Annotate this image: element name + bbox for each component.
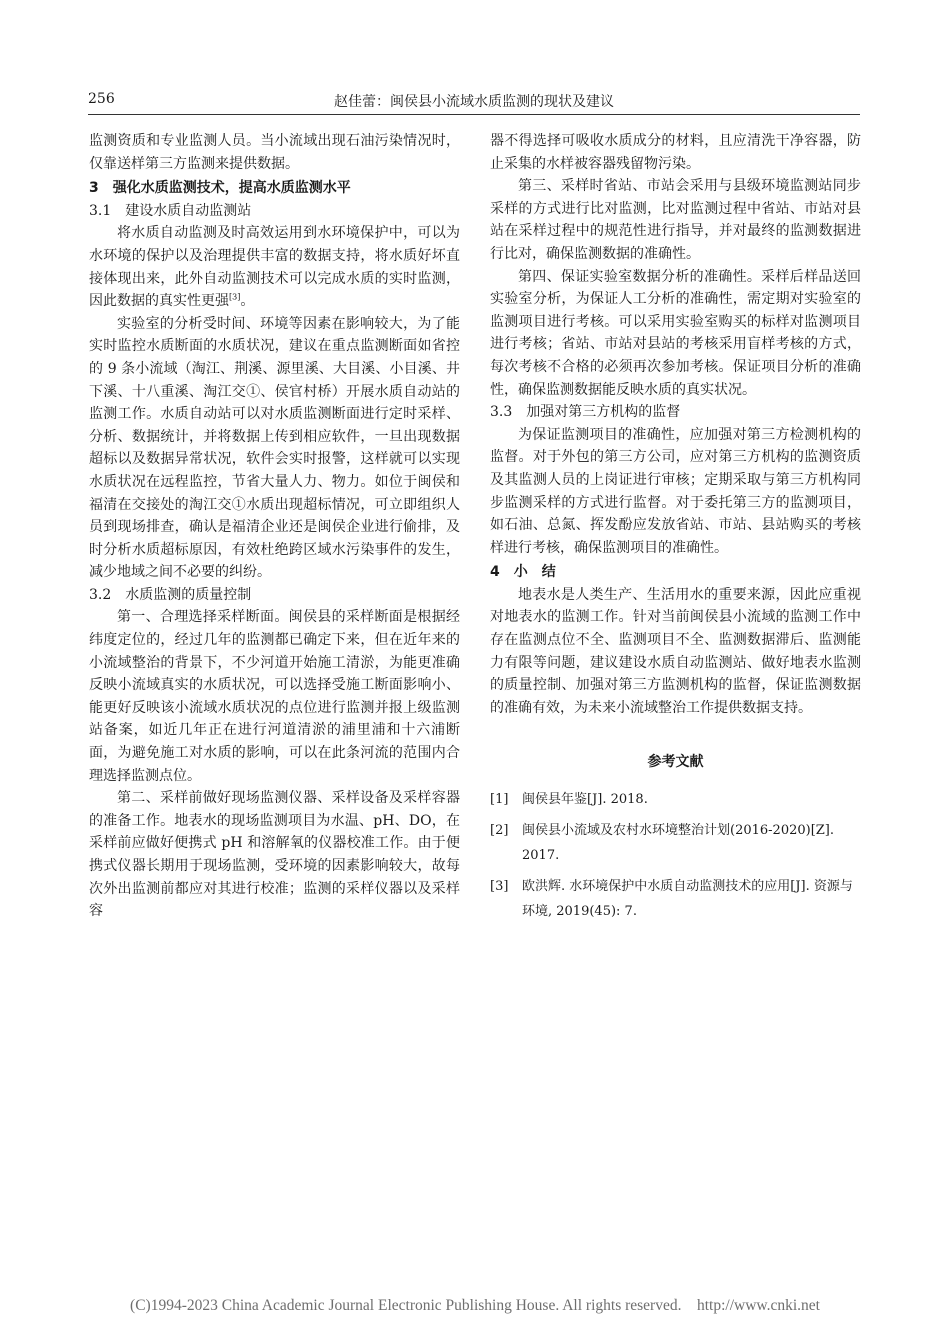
- paragraph: 第一、合理选择采样断面。闽侯县的采样断面是根据经纬度定位的，经过几年的监测都已确定下来，但在近年来的小流域整治的背景下，不少河道开始施工清淤，为能更准确反映小流域真实的水质状况，可以选择受施工断面影响小、能更好反映该小流域水质状况的点位进行监测并报上级监测站备案，如近几年正在进行河道清淤的浦里浦和十六浦断面，为避免施工对水质的影响，可以在此条河流的范围内合理选择监测点位。: [89, 609, 460, 784]
- reference-text: 闽侯县小流域及农村水环境整治计划(2016-2020)[Z]. 2017.: [522, 823, 835, 864]
- subsection-heading-3-2: 3.2 水质监测的质量控制: [89, 586, 252, 603]
- paragraph: 实验室的分析受时间、环境等因素在影响较大，为了能实时监控水质断面的水质状况，建议在重点监测断面如省控的 9 条小流域（淘江、荆溪、源里溪、大目溪、小目溪、井下溪、十八重溪、淘江交①、侯官村桥）开展水质自动站的监测工作。水质自动站可以对水质监测断面进行定时采样、分析、数据统计，并将数据上传到相应软件，一旦出现数据超标以及数据异常状况，软件会实时报警，这样就可以实现水质状况在远程监控，节省大量人力、物力。如位于闽侯和福清在交接处的淘江交①水质出现超标情况，可立即组织人员到现场排查，确认是福清企业还是闽侯企业进行偷排，及时分析水质超标原因，有效杜绝跨区域水污染事件的发生，减少地域之间不必要的纠纷。: [89, 315, 460, 581]
- paragraph: 第四、保证实验室数据分析的准确性。采样后样品送回实验室分析，为保证人工分析的准确性，需定期对实验室的监测项目进行考核。可以采用实验室购买的标样对监测项目进行考核；省站、市站对县站的考核采用盲样考核的方式，每次考核不合格的必须再次参加考核。保证项目分析的准确性，确保监测数据能反映水质的真实状况。: [490, 268, 861, 398]
- section-heading-3: 3 强化水质监测技术，提高水质监测水平: [89, 180, 351, 197]
- subsection-heading-3-3: 3.3 加强对第三方机构的监督: [490, 404, 681, 421]
- paragraph: 第三、采样时省站、市站会采用与县级环境监测站同步采样的方式进行比对监测，比对监测过程中省站、市站对县站在采样过程中的规范性进行指导，并对最终的监测数据进行比对，确保监测数据的准确性。: [490, 178, 861, 262]
- paragraph: 监测资质和专业监测人员。当小流域出现石油污染情况时，仅靠送样第三方监测来提供数据。: [89, 133, 460, 172]
- paragraph-text: 将水质自动监测及时高效运用到水环境保护中，可以为水环境的保护以及治理提供丰富的数据支持，将水质好坏直接体现出来，此外自动监测技术可以完成水质的实时监测，因此数据的真实性更强: [89, 225, 460, 310]
- paragraph: [89, 222, 460, 312]
- paragraph-end: 。: [240, 293, 255, 310]
- right-column: [490, 130, 861, 930]
- reference-number: [2]: [490, 823, 509, 839]
- reference-number: [3]: [490, 879, 509, 895]
- copyright-text: (C)1994-2023 China Academic Journal Electronic Publishing House. All rights reserved.: [130, 1297, 682, 1314]
- page-number: 256: [88, 91, 115, 107]
- reference-number: [1]: [490, 792, 509, 808]
- subsection-heading-3-1: 3.1 建设水质自动监测站: [89, 202, 252, 219]
- copyright-footer: [0, 1297, 950, 1315]
- running-title: 赵佳蕾：闽侯县小流域水质监测的现状及建议: [334, 94, 614, 110]
- paragraph: 器不得选择可吸收水质成分的材料，且应清洗干净容器，防止采集的水样被容器残留物污染。: [490, 133, 861, 172]
- citation-marker: [3]: [229, 292, 241, 302]
- header-rule: [88, 114, 860, 115]
- references-heading: 参考文献: [647, 754, 704, 771]
- reference-text: 欧洪辉. 水环境保护中水质自动监测技术的应用[J]. 资源与环境, 2019(45): 7.: [522, 879, 853, 920]
- footer-url: http://www.cnki.net: [696, 1297, 820, 1314]
- paragraph: 第二、采样前做好现场监测仪器、采样设备及采样容器的准备工作。地表水的现场监测项目为水温、pH、DO，在采样前应做好便携式 pH 和溶解氧的仪器校准工作。由于便携式仪器长期用于现场监测，受环境的因素影响较大，故每次外出监测前都应对其进行校准；监测的采样仪器以及采样容: [89, 790, 460, 920]
- section-heading-4: 4 小 结: [490, 564, 556, 581]
- reference-item: [490, 818, 861, 868]
- left-column: [89, 130, 460, 923]
- reference-item: [490, 787, 861, 812]
- reference-text: 闽侯县年鉴[J]. 2018.: [522, 792, 648, 808]
- reference-item: [490, 874, 861, 924]
- paragraph: 地表水是人类生产、生活用水的重要来源，因此应重视对地表水的监测工作。针对当前闽侯县小流域的监测工作中存在监测点位不全、监测项目不全、监测数据滞后、监测能力有限等问题，建议建设水质自动监测站、做好地表水监测的质量控制、加强对第三方监测机构的监督，保证监测数据的准确有效，为未来小流域整治工作提供数据支持。: [490, 586, 861, 716]
- page-header: [88, 91, 860, 113]
- paragraph: 为保证监测项目的准确性，应加强对第三方检测机构的监督。对于外包的第三方公司，应对第三方机构的监测资质及其监测人员的上岗证进行审核；定期采取与第三方机构同步监测采样的方式进行监督。对于委托第三方的监测项目，如石油、总氮、挥发酚应发放省站、市站、县站购买的考核样进行考核，确保监测项目的准确性。: [490, 426, 861, 556]
